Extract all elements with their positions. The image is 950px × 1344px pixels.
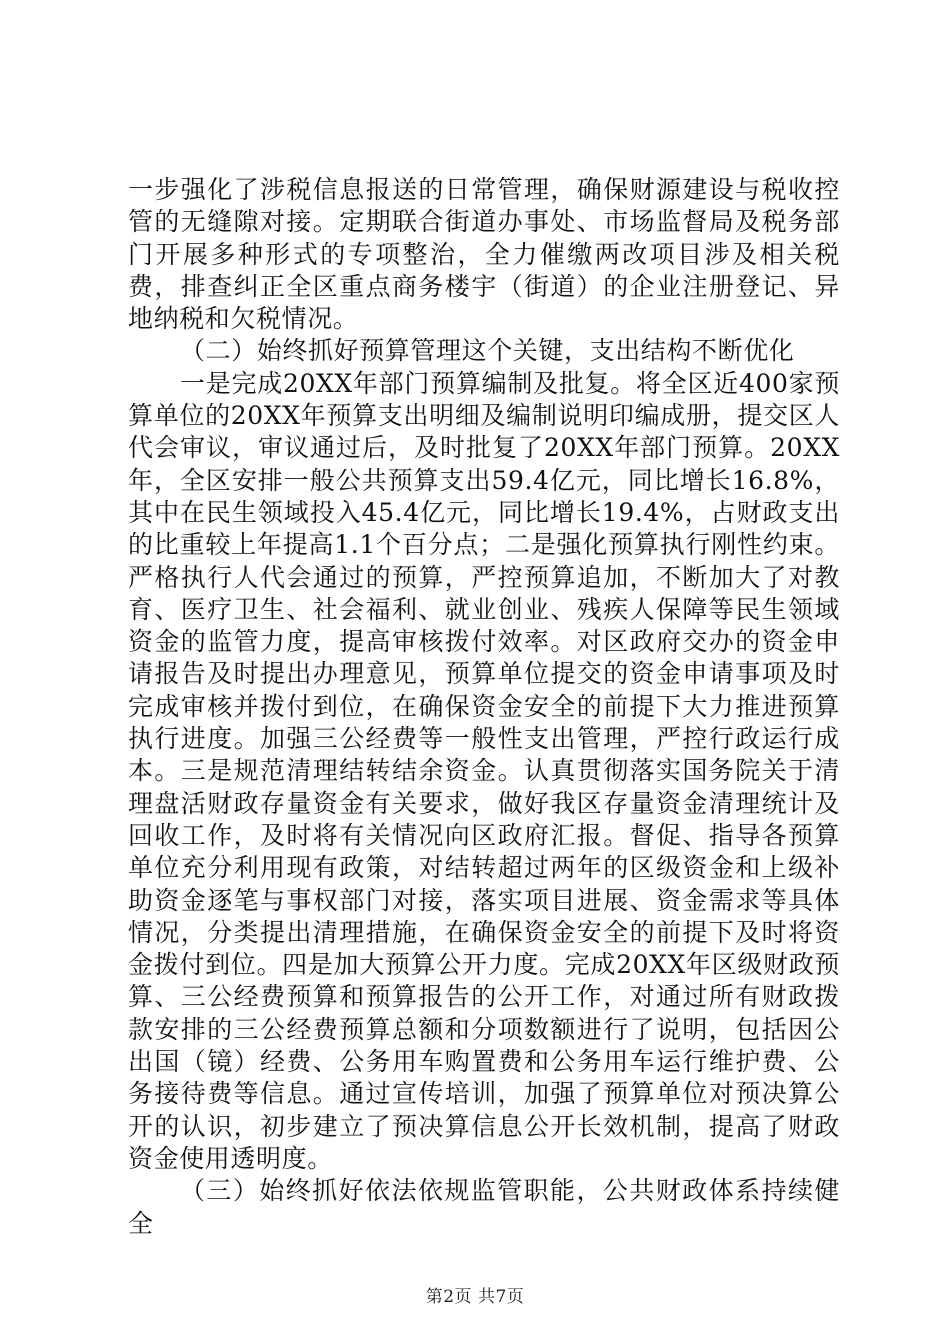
paragraph-continuation: 一步强化了涉税信息报送的日常管理，确保财源建设与税收控管的无缝隙对接。定期联合街道办事处、市场监督局及税务部门开展多种形式的专项整治，全力催缴两改项目涉及相关税费，排查纠正全区重点商务楼宇（街道）的企业注册登记、异地纳税和欠税情况。 <box>128 175 840 334</box>
paragraph-budget-management: 一是完成20XX年部门预算编制及批复。将全区近400家预算单位的20XX年预算支出明细及编制说明印编成册，提交区人代会审议，审议通过后，及时批复了20XX年部门预算。20XX年，全区安排一般公共预算支出59.4亿元，同比增长16.8%，其中在民生领域投入45.4亿元，同比增长19.4%，占财政支出的比重较上年提高1.1个百分点；二是强化预算执行刚性约束。严格执行人代会通过的预算，严控预算追加，不断加大了对教育、医疗卫生、社会福利、就业创业、残疾人保障等民生领域资金的监管力度，提高审核拨付效率。对区政府交办的资金申请报告及时提出办理意见，预算单位提交的资金申请事项及时完成审核并拨付到位，在确保资金安全的前提下大力推进预算执行进度。加强三公经费等一般性支出管理，严控行政运行成本。三是规范清理结转结余资金。认真贯彻落实国务院关于清理盘活财政存量资金有关要求，做好我区存量资金清理统计及回收工作，及时将有关情况向区政府汇报。督促、指导各预算单位充分利用现有政策，对结转超过两年的区级资金和上级补助资金逐笔与事权部门对接，落实项目进展、资金需求等具体情况，分类提出清理措施，在确保资金安全的前提下及时将资金拨付到位。四是加大预算公开力度。完成20XX年区级财政预算、三公经费预算和预算报告的公开工作，对通过所有财政拨款安排的三公经费预算总额和分项数额进行了说明，包括因公出国（镜）经费、公务用车购置费和公务用车运行维护费、公务接待费等信息。通过宣传培训，加强了预算单位对预决算公开的认识，初步建立了预决算信息公开长效机制，提高了财政资金使用透明度。 <box>128 368 840 1173</box>
document-body <box>128 174 840 1240</box>
section-heading-2: （二）始终抓好预算管理这个关键，支出结构不断优化 <box>180 336 795 366</box>
section-heading-3: （三）始终抓好依法依规监管职能，公共财政体系持续健全 <box>128 1176 840 1238</box>
page-number-footer: 第2页 共7页 <box>425 1287 525 1307</box>
